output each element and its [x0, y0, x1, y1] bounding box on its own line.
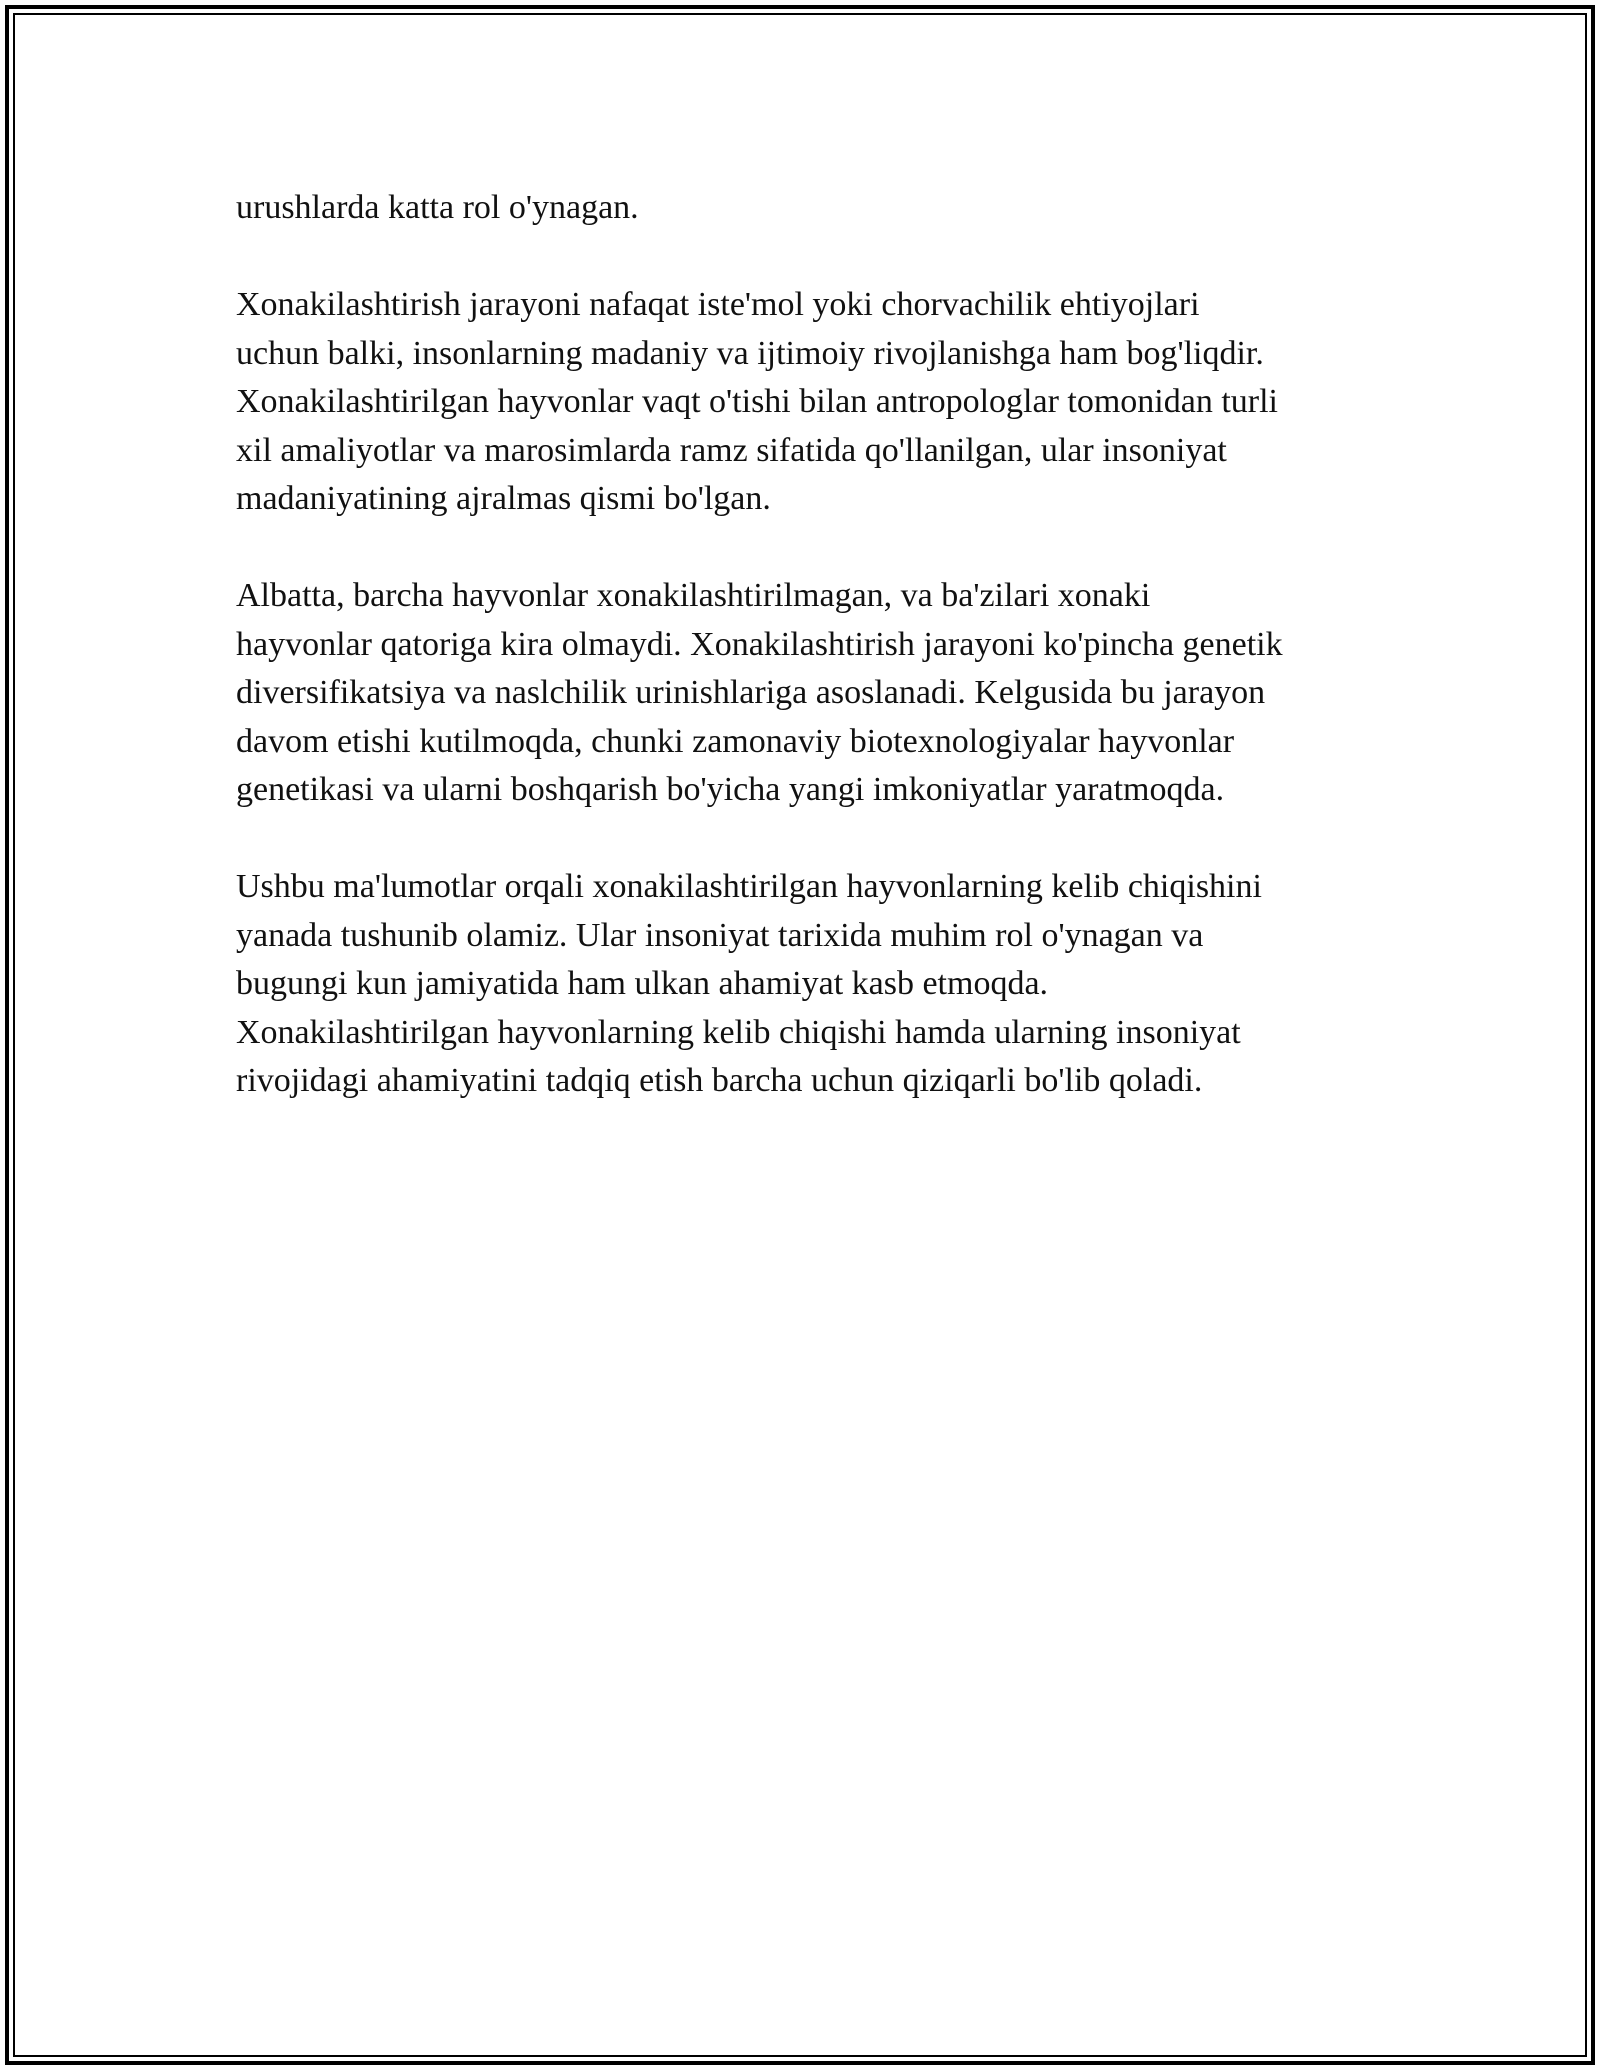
text-line: urushlarda katta rol o'ynagan. [236, 189, 639, 226]
text-line: hayvonlar qatoriga kira olmaydi. Xonakilashtirish jarayoni ko'pincha genetik [236, 625, 1283, 663]
text-line: diversifikatsiya va naslchilik urinishlariga asoslanadi. Kelgusida bu jarayon [236, 674, 1266, 711]
document-body [236, 184, 1396, 1154]
text-line: Xonakilashtirilgan hayvonlarning kelib chiqishi hamda ularning insoniyat [236, 1013, 1241, 1051]
paragraph-1 [236, 184, 1396, 233]
text-line: madaniyatining ajralmas qismi bo'lgan. [236, 480, 771, 517]
paragraph-3 [236, 572, 1396, 815]
text-line: genetikasi va ularni boshqarish bo'yicha yangi imkoniyatlar yaratmoqda. [236, 771, 1225, 808]
text-line: xil amaliyotlar va marosimlarda ramz sifatida qo'llanilgan, ular insoniyat [236, 431, 1227, 469]
text-line: yanada tushunib olamiz. Ular insoniyat tarixida muhim rol o'ynagan va [236, 916, 1204, 954]
text-line: rivojidagi ahamiyatini tadqiq etish barcha uchun qiziqarli bo'lib qoladi. [236, 1062, 1203, 1099]
text-line: Albatta, barcha hayvonlar xonakilashtirilmagan, va ba'zilari xonaki [236, 577, 1151, 614]
paragraph-4 [236, 863, 1396, 1106]
paragraph-2 [236, 281, 1396, 524]
text-line: uchun balki, insonlarning madaniy va ijtimoiy rivojlanishga ham bog'liqdir. [236, 334, 1264, 372]
text-line: Xonakilashtirilgan hayvonlar vaqt o'tishi bilan antropologlar tomonidan turli [236, 383, 1278, 420]
text-line: Xonakilashtirish jarayoni nafaqat iste'mol yoki chorvachilik ehtiyojlari [236, 286, 1200, 323]
text-line: bugungi kun jamiyatida ham ulkan ahamiyat kasb etmoqda. [236, 965, 1049, 1002]
text-line: Ushbu ma'lumotlar orqali xonakilashtirilgan hayvonlarning kelib chiqishini [236, 868, 1262, 905]
text-line: davom etishi kutilmoqda, chunki zamonaviy biotexnologiyalar hayvonlar [236, 722, 1235, 760]
